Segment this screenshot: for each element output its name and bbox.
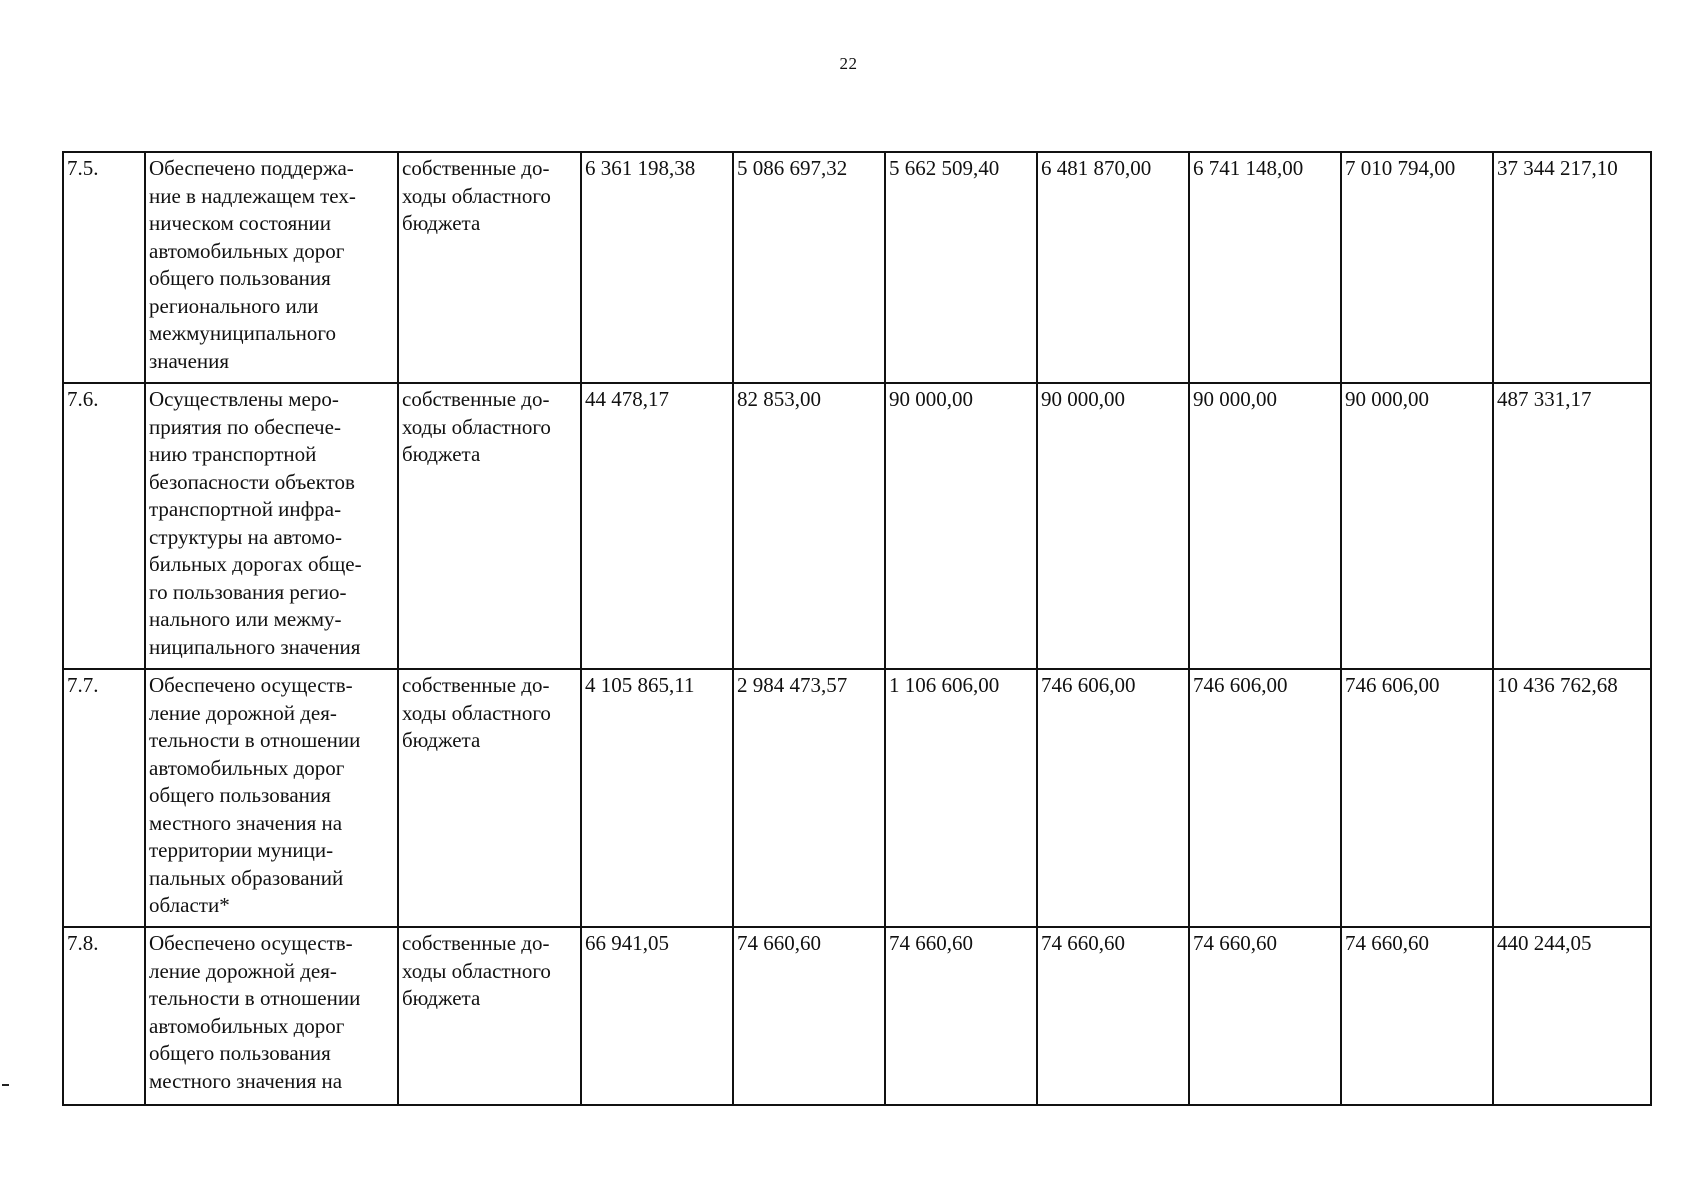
- amount-cell: 44 478,17: [581, 383, 733, 669]
- amount-cell: 74 660,60: [1037, 927, 1189, 1105]
- row-description: Обеспечено поддержа- ние в надлежащем тех- ническом состоянии автомобильных дорог общего пользования регионального или межмуниципального значения: [145, 152, 398, 383]
- table-row: [63, 927, 1651, 1105]
- amount-cell: 74 660,60: [1189, 927, 1341, 1105]
- row-number: 7.7.: [63, 669, 145, 927]
- row-number: 7.6.: [63, 383, 145, 669]
- amount-cell: 746 606,00: [1341, 669, 1493, 927]
- amount-cell: 1 106 606,00: [885, 669, 1037, 927]
- total-cell: 487 331,17: [1493, 383, 1651, 669]
- page-number: 22: [839, 54, 858, 73]
- amount-cell: 74 660,60: [733, 927, 885, 1105]
- amount-cell: 90 000,00: [885, 383, 1037, 669]
- row-description: Осуществлены меро- приятия по обеспече- нию транспортной безопасности объектов транспортной инфра- структуры на автомо- бильных дорогах обще- го пользования регио- нального или межму- ниципального значения: [145, 383, 398, 669]
- amount-cell: 82 853,00: [733, 383, 885, 669]
- amount-cell: 5 662 509,40: [885, 152, 1037, 383]
- amount-cell: 74 660,60: [885, 927, 1037, 1105]
- amount-cell: 66 941,05: [581, 927, 733, 1105]
- amount-cell: 746 606,00: [1037, 669, 1189, 927]
- row-description: Обеспечено осуществ- ление дорожной дея- тельности в отношении автомобильных дорог общего пользования местного значения на территории муници- пальных образований области*: [145, 669, 398, 927]
- row-number: 7.5.: [63, 152, 145, 383]
- total-cell: 440 244,05: [1493, 927, 1651, 1105]
- table-row: [63, 383, 1651, 669]
- budget-table: [62, 151, 1652, 1106]
- amount-cell: 6 361 198,38: [581, 152, 733, 383]
- scan-edge-mark: [2, 1084, 9, 1086]
- funding-source: собственные до- ходы областного бюджета: [398, 669, 581, 927]
- funding-source: собственные до- ходы областного бюджета: [398, 927, 581, 1105]
- funding-source: собственные до- ходы областного бюджета: [398, 383, 581, 669]
- row-description: Обеспечено осуществ- ление дорожной дея- тельности в отношении автомобильных дорог общего пользования местного значения на: [145, 927, 398, 1105]
- amount-cell: 7 010 794,00: [1341, 152, 1493, 383]
- amount-cell: 746 606,00: [1189, 669, 1341, 927]
- amount-cell: 6 481 870,00: [1037, 152, 1189, 383]
- amount-cell: 2 984 473,57: [733, 669, 885, 927]
- total-cell: 37 344 217,10: [1493, 152, 1651, 383]
- table-row: [63, 152, 1651, 383]
- funding-source: собственные до- ходы областного бюджета: [398, 152, 581, 383]
- amount-cell: 4 105 865,11: [581, 669, 733, 927]
- amount-cell: 5 086 697,32: [733, 152, 885, 383]
- total-cell: 10 436 762,68: [1493, 669, 1651, 927]
- amount-cell: 90 000,00: [1189, 383, 1341, 669]
- table-row: [63, 669, 1651, 927]
- amount-cell: 90 000,00: [1037, 383, 1189, 669]
- row-number: 7.8.: [63, 927, 145, 1105]
- amount-cell: 74 660,60: [1341, 927, 1493, 1105]
- amount-cell: 6 741 148,00: [1189, 152, 1341, 383]
- amount-cell: 90 000,00: [1341, 383, 1493, 669]
